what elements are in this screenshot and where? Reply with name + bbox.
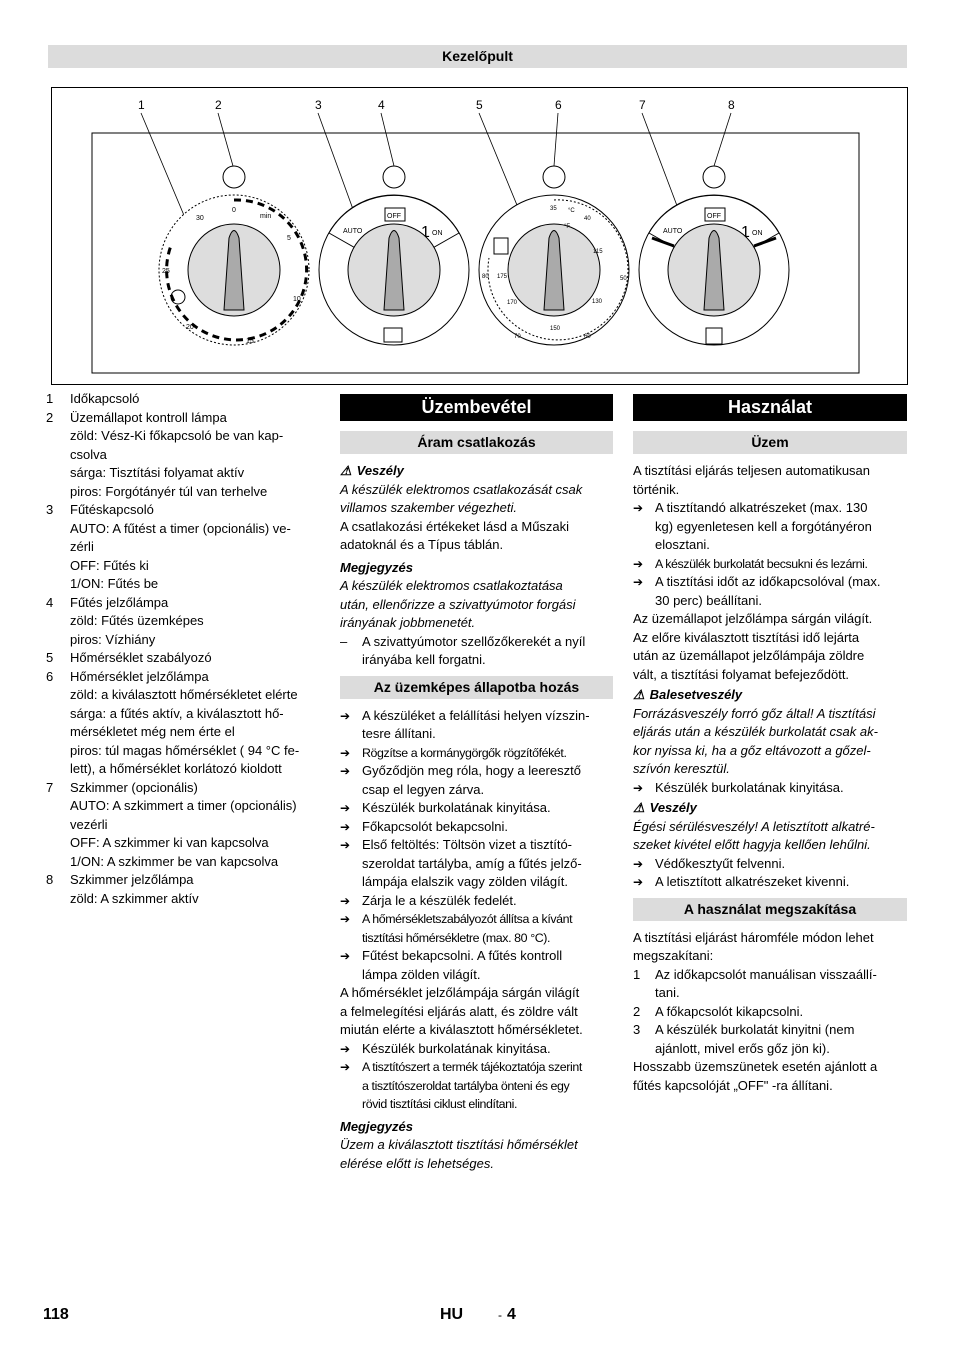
- legend-number: 3: [46, 502, 54, 517]
- svg-text:5: 5: [287, 235, 291, 242]
- legend-text: Hőmérséklet szabályozó: [70, 650, 212, 665]
- step-open: ➔ Készülék burkolatának kinyitása.: [633, 779, 907, 798]
- timer-dial: [159, 195, 309, 345]
- step-item: [340, 947, 613, 984]
- svg-text:60: 60: [584, 334, 591, 340]
- uzem-intro: A tisztítási eljárás teljesen automatikusan történik.: [633, 463, 871, 497]
- legend-item: [46, 649, 326, 668]
- svg-text:20: 20: [186, 324, 194, 331]
- arrow-right-icon: ➔: [633, 501, 644, 515]
- legend-text: Szkimmer jelzőlámpa zöld: A szkimmer aktív: [70, 872, 199, 906]
- arrow-right-icon: ➔: [633, 575, 644, 589]
- step-text: A letisztított alkatrészeket kivenni.: [655, 874, 850, 889]
- arrow-right-icon: ➔: [633, 875, 644, 889]
- step-text: A készülék burkolatát becsukni és lezárni.: [655, 556, 868, 571]
- uzembevetel-title: Üzembevétel: [340, 394, 613, 421]
- callout-numbers: [138, 98, 735, 112]
- legend-item: [46, 501, 326, 594]
- svg-text:OFF: OFF: [707, 213, 721, 220]
- legend-number: 6: [46, 668, 54, 684]
- arrow-right-icon: ➔: [633, 780, 644, 795]
- step-text: A tisztítandó alkatrészeket (max. 130 kg) egyenletesen kell a forgótányéron elosztani.: [655, 500, 872, 552]
- skimmer-switch: [639, 195, 789, 345]
- temperature-dial: [479, 195, 629, 345]
- svg-text:0: 0: [232, 207, 236, 214]
- step-text: Fűtést bekapcsolni. A fűtés kontroll lámpa zölden világít.: [362, 948, 563, 982]
- svg-text:°C: °C: [568, 208, 575, 214]
- allapot-steps: [340, 707, 613, 985]
- arrow-right-icon: ➔: [340, 819, 351, 834]
- uzembevetel-column: [340, 390, 613, 1173]
- callout-4: 4: [378, 98, 385, 112]
- legend-text: Időkapcsoló: [70, 391, 140, 406]
- legend-number: 5: [46, 650, 54, 665]
- page-header: Kezelőpult: [48, 45, 907, 68]
- legend-text: Fűtéskapcsoló AUTO: A fűtést a timer (opcionális) ve- zérli OFF: Fűtés ki 1/ON: Fűtés be: [70, 502, 291, 591]
- legend-text: Hőmérséklet jelzőlámpa zöld: a kiválasztott hőmérsékletet elérte sárga: a fűtés aktív, a kiválasztott hő- mérsékletet még nem érte el piros: túl magas hőmérséklet ( 94 °C fe- lett), a hőmérséklet korlátozó kioldott: [70, 668, 300, 776]
- step-text: Győződjön meg róla, hogy a leeresztő csap el legyen zárva.: [362, 763, 581, 797]
- arrow-right-icon: ➔: [633, 556, 644, 571]
- step-text: A tisztítási időt az időkapcsolóval (max. 30 perc) beállítani.: [655, 574, 881, 608]
- uzem-steps: [633, 499, 907, 610]
- legend-number: 7: [46, 779, 54, 795]
- step-item: [340, 1058, 613, 1114]
- step-text: A hőmérsékletszabályozót állítsa a kívánt tisztítási hőmérsékletre (max. 80 °C).: [362, 912, 573, 945]
- numbered-item: 1 Az időkapcsolót manuálisan visszaállí- tani.: [633, 966, 877, 1000]
- step-text: Zárja le a készülék fedelét.: [362, 892, 517, 908]
- legend-number: 8: [46, 872, 54, 887]
- megszakitas-intro: A tisztítási eljárást háromféle módon lehet megszakítani:: [633, 929, 874, 963]
- svg-text:50: 50: [620, 276, 627, 282]
- callout-1: 1: [138, 98, 145, 112]
- step-item: [633, 499, 907, 555]
- allapot-steps-2: [340, 1040, 613, 1114]
- legend-text: Fűtés jelzőlámpa zöld: Fűtés üzemképes piros: Vízhiány: [70, 594, 204, 647]
- numbered-item: 2 A főkapcsolót kikapcsolni.: [633, 1003, 804, 1019]
- svg-text:10: 10: [293, 296, 301, 303]
- svg-text:40: 40: [584, 216, 591, 222]
- arrow-right-icon: ➔: [340, 708, 351, 723]
- svg-text:25: 25: [162, 268, 170, 275]
- allapot-para: A hőmérséklet jelzőlámpája sárgán világít a felmelegítési eljárás alatt, és zöldre vált miután elérte a kiválasztott hőmérsékletet.: [340, 985, 583, 1037]
- step-item: [340, 910, 613, 947]
- warning-triangle-icon: ⚠: [340, 463, 352, 478]
- note-label-2: Megjegyzés: [340, 1118, 413, 1134]
- callout-5: 5: [476, 98, 483, 112]
- svg-text:ON: ON: [432, 230, 443, 237]
- svg-text:70: 70: [514, 334, 521, 340]
- svg-text:AUTO: AUTO: [343, 228, 363, 235]
- risk-label: ⚠ Balesetveszély: [633, 686, 907, 705]
- arrow-right-icon: ➔: [340, 801, 351, 815]
- step-item: [340, 1040, 613, 1059]
- legend-item: [46, 668, 326, 779]
- step-item: [340, 836, 613, 892]
- step-text: Készülék burkolatának kinyitása.: [362, 800, 551, 815]
- step-item: [340, 892, 613, 911]
- step-item: [340, 818, 613, 837]
- danger-label-2: ⚠ Veszély: [633, 799, 907, 818]
- step-item: [340, 762, 613, 799]
- numbered-item: 3 A készülék burkolatát kinyitni (nem ajánlott, mivel erős gőz jön ki).: [633, 1022, 855, 1056]
- allapot-title: Az üzemképes állapotba hozás: [340, 676, 613, 699]
- step-text: Készülék burkolatának kinyitása.: [362, 1040, 551, 1056]
- step-text: A készüléket a felállítási helyen vízszin- tesre állítani.: [362, 707, 590, 741]
- warning-triangle-icon: ⚠: [633, 800, 645, 815]
- arrow-right-icon: ➔: [340, 949, 351, 963]
- risk-text: Forrázásveszély forró gőz által! A tisztítási eljárás után a készülék burkolatát csak ak- kor nyissa ki, ha a gőz eltávozott a gőzel- szívón keresztül.: [633, 705, 878, 776]
- indicator-lamps: [223, 166, 725, 188]
- step-item: [340, 707, 613, 744]
- control-panel-figure: [51, 87, 908, 385]
- legend-text: Szkimmer (opcionális) AUTO: A szkimmert a timer (opcionális) vezérli OFF: A szkimmer ki van kapcsolva 1/ON: A szkimmer be van kapcsolva: [70, 779, 297, 869]
- aram-title: Áram csatlakozás: [340, 431, 613, 454]
- arrow-right-icon: ➔: [340, 1060, 351, 1074]
- lamp-4: [383, 166, 405, 188]
- note-text: A készülék elektromos csatlakoztatása után, ellenőrizze a szivattyúmotor forgási irányának jobbmenetét.: [340, 578, 576, 630]
- callout-7: 7: [639, 98, 646, 112]
- uzem-steps-2: [633, 855, 907, 892]
- svg-text:35: 35: [550, 206, 557, 212]
- arrow-right-icon: ➔: [340, 912, 351, 926]
- lamp-8: [703, 166, 725, 188]
- footer-page-suffix: 4: [507, 1306, 516, 1323]
- callout-6: 6: [555, 98, 562, 112]
- hasznalat-title: Használat: [633, 394, 907, 421]
- footer-separator: -: [498, 1308, 502, 1322]
- heater-icon: [384, 328, 402, 342]
- thermometer-icon: [494, 238, 508, 254]
- legend-item: [46, 594, 326, 650]
- svg-text:1: 1: [421, 224, 430, 241]
- step-text: A tisztítószert a termék tájékoztatója szerint a tisztítószeroldat tartályba önteni és egy rövid tisztítási ciklust elindítani.: [362, 1060, 582, 1111]
- note-label: Megjegyzés: [340, 559, 413, 575]
- legend-text: Üzemállapot kontroll lámpa zöld: Vész-Ki főkapcsoló be van kap- csolva sárga: Tisztítási folyamat aktív piros: Forgótányér túl van terhelve: [70, 409, 284, 499]
- legend-item: [46, 409, 326, 502]
- megszakitas-title: A használat megszakítása: [633, 898, 907, 921]
- heating-switch: [319, 195, 469, 345]
- legend-item: [46, 390, 326, 409]
- arrow-right-icon: ➔: [340, 745, 351, 760]
- callout-3: 3: [315, 98, 322, 112]
- step-item: [633, 873, 907, 892]
- svg-text:1: 1: [741, 224, 750, 241]
- arrow-right-icon: ➔: [340, 838, 351, 852]
- svg-text:175: 175: [497, 274, 508, 280]
- step-item: [340, 799, 613, 818]
- callout-8: 8: [728, 98, 735, 112]
- svg-text:OFF: OFF: [387, 213, 401, 220]
- svg-text:15: 15: [246, 338, 254, 345]
- aram-text: A csatlakozási értékeket lásd a Műszaki adatoknál és a Típus táblán.: [340, 518, 570, 552]
- skimmer-icon: [706, 328, 722, 344]
- step-item: [633, 855, 907, 874]
- svg-text:30: 30: [196, 215, 204, 222]
- svg-text:130: 130: [592, 299, 603, 305]
- svg-text:150: 150: [550, 326, 561, 332]
- step-item: [633, 573, 907, 610]
- svg-text:115: 115: [593, 249, 603, 255]
- svg-text:ON: ON: [752, 230, 763, 237]
- step-text: Főkapcsolót bekapcsolni.: [362, 818, 508, 834]
- danger-label: ⚠ Veszély: [340, 462, 613, 481]
- dash-item: – A szivattyúmotor szellőzőkerekét a nyíl irányába kell forgatni.: [340, 633, 586, 667]
- svg-text:min: min: [260, 213, 272, 220]
- legend-number: 4: [46, 594, 54, 610]
- danger-text: A készülék elektromos csatlakozását csak villamos szakember végezheti.: [340, 481, 583, 515]
- uzem-title: Üzem: [633, 431, 907, 454]
- megszakitas-outro: Hosszabb üzemszünetek esetén ajánlott a fűtés kapcsolóját „OFF" -ra állítani.: [633, 1059, 878, 1093]
- warning-triangle-icon: ⚠: [633, 687, 645, 702]
- control-panel-diagram: [52, 88, 907, 384]
- danger-text-2: Égési sérülésveszély! A letisztított alkatré- szeket kivétel előtt hagyja kellően lehűlni.: [633, 818, 875, 852]
- svg-text:170: 170: [507, 300, 518, 306]
- note-text-2: Üzem a kiválasztott tisztítási hőmérséklet elérése előtt is lehetséges.: [340, 1137, 578, 1171]
- svg-text:80: 80: [482, 274, 489, 280]
- step-item: [633, 555, 907, 574]
- legend-column: [46, 390, 326, 908]
- legend-number: 1: [46, 391, 54, 406]
- step-text: Védőkesztyűt felvenni.: [655, 855, 786, 871]
- megszakitas-list: [633, 966, 907, 1059]
- page-number: 118: [43, 1306, 69, 1323]
- arrow-right-icon: ➔: [340, 1041, 351, 1056]
- legend-number: 2: [46, 409, 54, 425]
- svg-text:AUTO: AUTO: [663, 228, 683, 235]
- legend-item: [46, 779, 326, 872]
- step-text: Rögzítse a kormánygörgők rögzítőfékét.: [362, 745, 567, 760]
- uzem-para: Az üzemállapot jelzőlámpa sárgán világít. Az előre kiválasztott tisztítási idő lejárta után az üzemállapot jelzőlámpája zöldre vált, a tisztítási folyamat befejeződött.: [633, 611, 873, 682]
- legend-item: [46, 871, 326, 908]
- step-text: Első feltöltés: Töltsön vizet a tisztító- szeroldat tartályba, amíg a fűtés jelző- lámpája elalszik vagy zölden világít.: [362, 837, 582, 889]
- arrow-right-icon: ➔: [340, 764, 351, 778]
- language-code: HU: [440, 1306, 464, 1323]
- hasznalat-column: [633, 390, 907, 1095]
- arrow-right-icon: ➔: [340, 893, 351, 908]
- callout-2: 2: [215, 98, 222, 112]
- arrow-right-icon: ➔: [633, 856, 644, 871]
- lamp-2: [223, 166, 245, 188]
- lamp-6: [543, 166, 565, 188]
- step-item: [340, 744, 613, 763]
- svg-text:°F: °F: [564, 224, 571, 230]
